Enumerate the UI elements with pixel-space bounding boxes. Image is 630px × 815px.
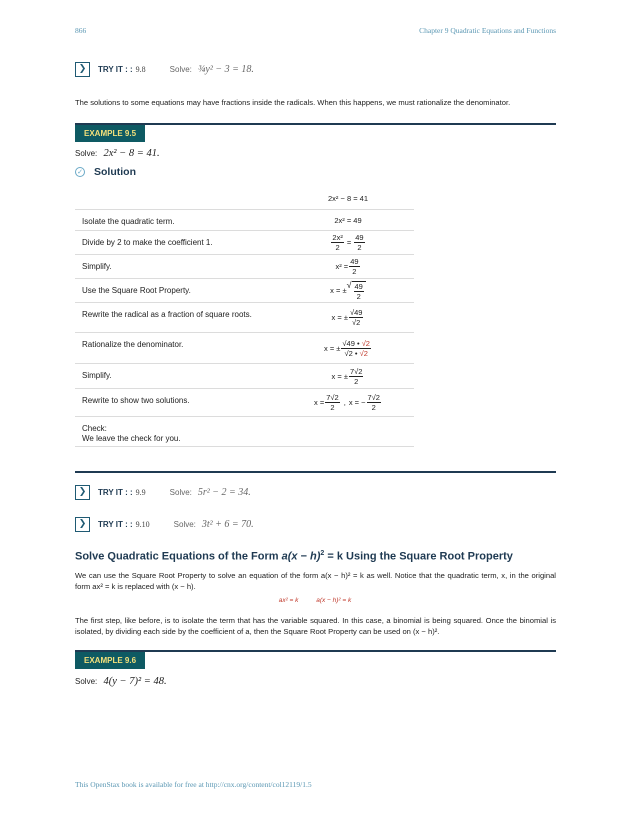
example-equation: 2x² − 8 = 41. xyxy=(103,148,160,159)
try-it-solve-label: Solve: xyxy=(169,487,192,497)
try-it-label: TRY IT : : xyxy=(98,519,133,529)
step-math: 2x² = 49 xyxy=(334,215,362,225)
example-solve-line xyxy=(75,148,160,159)
frac-numerator: 49 xyxy=(355,233,364,242)
table-row xyxy=(75,417,414,447)
example-bottom-rule xyxy=(75,471,556,473)
heading-exponent: 2 xyxy=(320,550,325,557)
frac-denominator: √2 xyxy=(352,318,361,327)
frac-denominator: 2 xyxy=(352,267,357,276)
step-description: Rewrite to show two solutions. xyxy=(82,396,190,405)
frac-denominator: 2 xyxy=(356,291,361,301)
step-description: Simplify. xyxy=(82,262,112,271)
frac-numerator: √49 xyxy=(349,308,363,317)
example-top-rule xyxy=(75,650,556,652)
solution-heading xyxy=(75,166,136,178)
formula-right: a(x − h)² = k xyxy=(316,597,352,604)
frac-numerator: 7√2 xyxy=(349,366,363,376)
try-it-solve-label: Solve: xyxy=(173,519,196,529)
table-row: Divide by 2 to make the coefficient 1. $\frac{\text{2x²}}{2}$ = $\frac{49}{2}$ xyxy=(75,231,414,255)
example-label: EXAMPLE 9.6 xyxy=(75,652,145,669)
example-top-rule xyxy=(75,123,556,125)
frac-denominator: √2 xyxy=(344,348,353,358)
page-number: 866 xyxy=(75,26,87,35)
frac-denominator: 2 xyxy=(354,376,359,386)
frac-denominator: 2 xyxy=(357,243,362,252)
row-math: 2x² − 8 = 41 xyxy=(327,194,369,203)
math-prefix: x = − xyxy=(348,398,366,407)
try-it-9-8 xyxy=(75,61,254,77)
section-paragraph-1: We can use the Square Root Property to solve an equation of the form a(x − h)² = k as well. Notice that the quadratic term, x, in the original form ax² = k is replaced with (x − h). xyxy=(75,571,556,591)
page-footer: This OpenStax book is available for free at http://cnx.org/content/col12119/1.5 xyxy=(75,780,312,789)
try-it-number: 9.8 xyxy=(135,64,146,74)
example-equation: 4(y − 7)² = 48. xyxy=(103,676,167,687)
heading-suffix: = k Using the Square Root Property xyxy=(324,550,513,563)
try-it-equation: 3t² + 6 = 70. xyxy=(201,518,254,530)
frac-numerator-highlight: √2 xyxy=(361,338,370,348)
heading-prefix: Solve Quadratic Equations of the Form xyxy=(75,550,282,563)
frac-numerator: 49 xyxy=(350,257,359,266)
try-it-9-10 xyxy=(75,516,254,532)
step-description: Simplify. xyxy=(82,371,112,380)
math-prefix: x = ± xyxy=(331,371,348,381)
table-row xyxy=(75,303,414,333)
frac-numerator: 7√2 xyxy=(326,393,339,402)
math-prefix: x = ± xyxy=(324,343,341,353)
heading-form: a(x − h) xyxy=(281,550,321,563)
check-note: We leave the check for you. xyxy=(82,434,181,443)
table-row xyxy=(75,188,414,210)
step-description: Rewrite the radical as a fraction of square roots. xyxy=(82,310,252,319)
table-row xyxy=(75,364,414,389)
section-heading xyxy=(75,550,513,563)
page-header xyxy=(75,26,556,38)
math-prefix: x = xyxy=(314,398,325,407)
step-description: Use the Square Root Property. xyxy=(82,286,191,295)
check-label: Check: xyxy=(82,424,107,433)
solve-label: Solve: xyxy=(75,149,98,158)
table-row: Use the Square Root Property. x = ± √ $\frac{49}{2}$ xyxy=(75,279,414,303)
frac-denominator: 2 xyxy=(330,403,335,412)
solution-title: Solution xyxy=(94,166,136,178)
frac-numerator: √49 xyxy=(342,338,355,348)
table-row: Rewrite to show two solutions. x = $\frac{7√2}{2}$ , x = − $\frac{7√2}{2}$ xyxy=(75,389,414,417)
formula-comparison xyxy=(0,597,630,604)
try-it-equation: 5r² − 2 = 34. xyxy=(197,486,251,498)
try-it-label: TRY IT : : xyxy=(98,64,133,74)
expand-chevron-icon[interactable]: ❯ xyxy=(75,517,90,532)
example-label: EXAMPLE 9.5 xyxy=(75,125,145,142)
section-paragraph-2: The first step, like before, is to isolate the term that has the variable squared. In this case, a binomial is being squared. Once the binomial is isolated, by dividing each side by the coefficient of a, then the Square Root Property can be used on (x − h)². xyxy=(75,616,556,636)
expand-chevron-icon[interactable]: ❯ xyxy=(75,62,90,77)
example-solve-line xyxy=(75,676,167,687)
frac-denominator: 2 xyxy=(371,403,376,412)
frac-numerator: 2x² xyxy=(332,233,343,242)
try-it-number: 9.9 xyxy=(135,487,146,497)
table-row xyxy=(75,210,414,231)
intro-paragraph: The solutions to some equations may have fractions inside the radicals. When this happens, we must rationalize the denominator. xyxy=(75,98,511,107)
try-it-number: 9.10 xyxy=(135,519,150,529)
expand-chevron-icon[interactable]: ❯ xyxy=(75,485,90,500)
try-it-9-9 xyxy=(75,484,251,500)
frac-denominator-highlight: √2 xyxy=(359,348,368,358)
formula-left: ax² = k xyxy=(278,597,299,604)
step-description: Divide by 2 to make the coefficient 1. xyxy=(82,238,213,247)
table-row xyxy=(75,255,414,279)
chapter-title: Chapter 9 Quadratic Equations and Functions xyxy=(419,26,556,35)
try-it-equation: ¾y² − 3 = 18. xyxy=(197,63,254,75)
try-it-solve-label: Solve: xyxy=(169,64,192,74)
math-prefix: x² = xyxy=(335,262,349,271)
solution-table xyxy=(75,188,414,447)
frac-denominator: 2 xyxy=(335,243,340,252)
frac-numerator: 49 xyxy=(354,281,363,291)
math-prefix: x = ± xyxy=(331,313,348,322)
check-circle-icon: ✓ xyxy=(75,167,85,177)
step-description: Rationalize the denominator. xyxy=(82,340,184,349)
frac-numerator: 7√2 xyxy=(367,393,380,402)
step-description: Isolate the quadratic term. xyxy=(82,217,175,226)
try-it-label: TRY IT : : xyxy=(98,487,133,497)
math-prefix: x = ± xyxy=(330,286,347,295)
solve-label: Solve: xyxy=(75,677,98,686)
table-row: Rationalize the denominator. x = ± $\frac{√49 • √2}{√2 • √2}$ xyxy=(75,333,414,364)
